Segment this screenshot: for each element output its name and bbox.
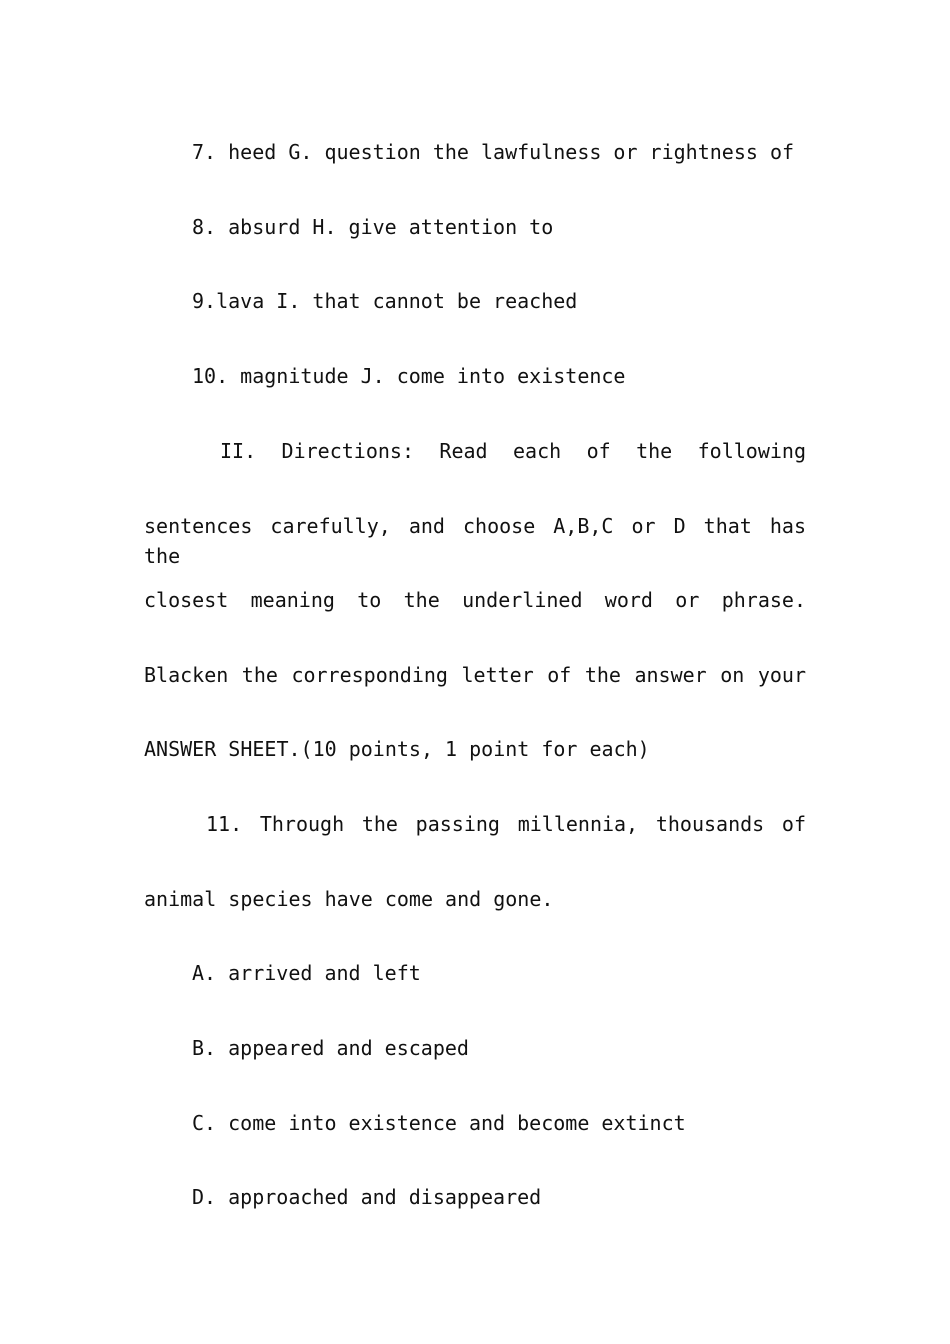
matching-item-9: 9.lava I. that cannot be reached	[192, 289, 578, 313]
question-11-stem-line-2: animal species have come and gone.	[144, 887, 554, 911]
section-2-instructions-line-4: Blacken the corresponding letter of the answer on your	[144, 663, 806, 687]
section-2-heading-line: II. Directions: Read each of the following	[220, 439, 806, 463]
question-11-option-a: A. arrived and left	[192, 961, 421, 985]
section-2-instructions-line-2: sentences carefully, and choose A,B,C or D that has the	[144, 514, 806, 568]
question-11-stem-line-1: 11. Through the passing millennia, thousands of	[206, 812, 806, 836]
question-11-option-b: B. appeared and escaped	[192, 1036, 469, 1060]
section-2-instructions-line-3: closest meaning to the underlined word or phrase.	[144, 588, 806, 612]
question-11-option-d: D. approached and disappeared	[192, 1185, 542, 1209]
matching-item-10: 10. magnitude J. come into existence	[192, 364, 626, 388]
matching-item-7: 7. heed G. question the lawfulness or rightness of	[192, 140, 795, 164]
question-11-option-c: C. come into existence and become extinct	[192, 1111, 686, 1135]
section-2-instructions-line-5: ANSWER SHEET.(10 points, 1 point for each)	[144, 737, 650, 761]
matching-item-8: 8. absurd H. give attention to	[192, 215, 554, 239]
